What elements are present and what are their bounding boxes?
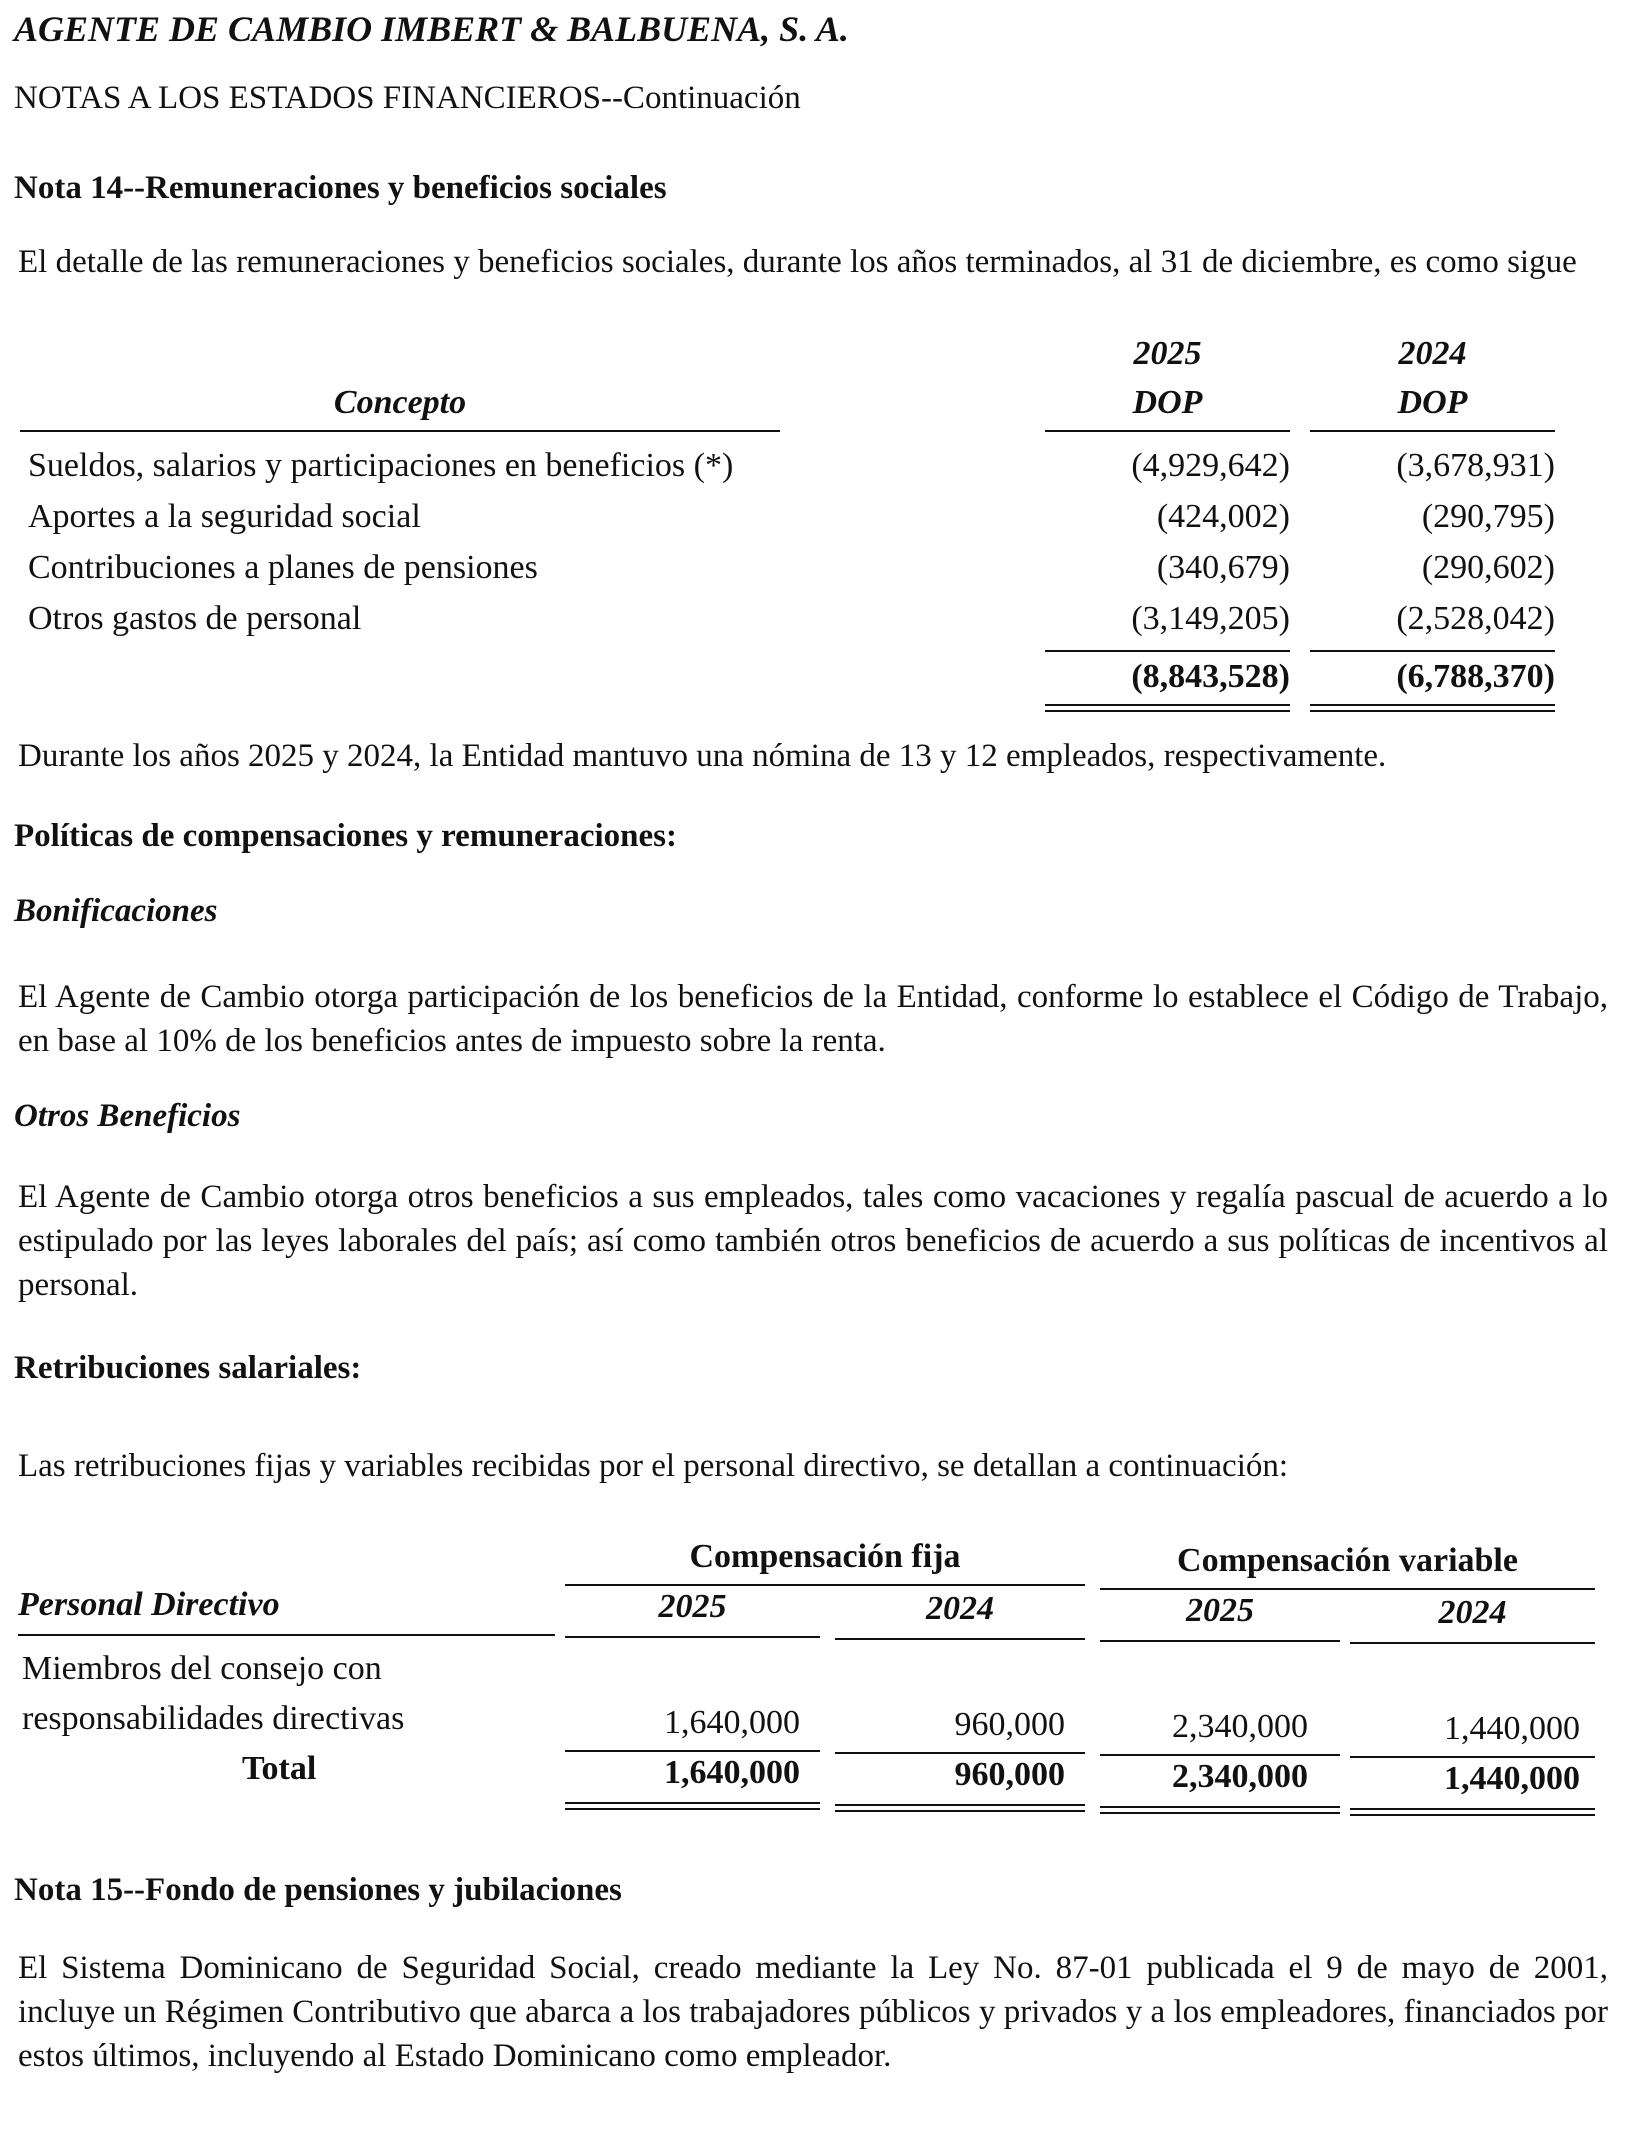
total-var-2025-double-rule <box>1100 1806 1340 1814</box>
table-row-concept: Otros gastos de personal <box>28 600 362 637</box>
total-fixed-2025-double-rule <box>565 1802 820 1810</box>
fixed-2025-header-rule <box>565 1636 820 1638</box>
fixed-2024-subtotal-rule <box>835 1752 1085 1754</box>
concept-header-rule <box>20 430 780 432</box>
fixed-2024-header-rule <box>835 1638 1085 1640</box>
total-fixed-2024: 960,000 <box>954 1756 1065 1793</box>
var-2025-header: 2025 <box>1186 1592 1254 1629</box>
employees-text: Durante los años 2025 y 2024, la Entidad mantuvo una nómina de 13 y 12 empleados, respectivamente. <box>18 738 1387 774</box>
total-fixed-2024-double-rule <box>835 1804 1085 1812</box>
fixed-comp-header: Compensación fija <box>689 1538 961 1575</box>
total-double-rule-2025 <box>1045 704 1290 712</box>
concept-header: Concepto <box>333 384 467 421</box>
total-fixed-2025: 1,640,000 <box>664 1754 800 1791</box>
fixed-2025-value: 1,640,000 <box>664 1704 800 1741</box>
col-2025-header-rule <box>1045 430 1290 432</box>
table-row-2025: (4,929,642) <box>1131 447 1290 484</box>
row-label-line1: Miembros del consejo con <box>22 1650 382 1687</box>
note14-intro: El detalle de las remuneraciones y beneficios sociales, durante los años terminados, al 31 de diciembre, es como sigue <box>18 244 1577 280</box>
personal-header-rule <box>18 1634 555 1636</box>
col-2024-header-rule <box>1310 430 1555 432</box>
total-var-2025: 2,340,000 <box>1172 1758 1308 1795</box>
table-row-2025: (424,002) <box>1156 498 1290 535</box>
total-label: Total <box>242 1750 317 1787</box>
subtotal-rule-2024 <box>1310 650 1555 652</box>
total-double-rule-2024 <box>1310 704 1555 712</box>
other-benefits-text: El Agente de Cambio otorga otros beneficios a sus empleados, tales como vacaciones y regalía pascual de acuerdo a lo estipulado por las leyes laborales del país; así como también otros beneficios de acuerdo a sus políticas de incentivos al personal. <box>18 1179 1608 1303</box>
table-row-2024: (290,795) <box>1421 498 1555 535</box>
var-2025-subtotal-rule <box>1100 1754 1340 1756</box>
var-2024-value: 1,440,000 <box>1444 1710 1580 1747</box>
subtotal-rule-2025 <box>1045 650 1290 652</box>
row-label-line2: responsabilidades directivas <box>22 1700 405 1737</box>
bonus-title: Bonificaciones <box>14 893 218 929</box>
table-row-2025: (340,679) <box>1156 549 1290 586</box>
table-row-2024: (2,528,042) <box>1396 600 1555 637</box>
table-row-concept: Aportes a la seguridad social <box>28 498 421 535</box>
fixed-2024-header: 2024 <box>926 1590 994 1627</box>
table-row-2024: (3,678,931) <box>1396 447 1555 484</box>
company-name: AGENTE DE CAMBIO IMBERT & BALBUENA, S. A. <box>14 9 849 49</box>
var-2024-subtotal-rule <box>1350 1756 1595 1758</box>
total-2024: (6,788,370) <box>1396 658 1555 695</box>
total-2025: (8,843,528) <box>1131 658 1290 695</box>
note15-title: Nota 15--Fondo de pensiones y jubilaciones <box>14 1872 622 1908</box>
col-2025-currency: DOP <box>1132 384 1203 421</box>
other-benefits-title: Otros Beneficios <box>14 1098 241 1134</box>
total-var-2024: 1,440,000 <box>1444 1760 1580 1797</box>
personal-directivo-header: Personal Directivo <box>18 1586 280 1623</box>
fixed-2024-value: 960,000 <box>954 1706 1065 1743</box>
col-2024-currency: DOP <box>1397 384 1468 421</box>
var-2024-header: 2024 <box>1438 1594 1507 1631</box>
fixed-2025-header: 2025 <box>658 1588 727 1625</box>
var-2025-header-rule <box>1100 1640 1340 1642</box>
policies-title: Políticas de compensaciones y remuneraciones: <box>14 818 677 854</box>
bonus-text: El Agente de Cambio otorga participación de los beneficios de la Entidad, conforme lo establece el Código de Trabajo, en base al 10% de los beneficios antes de impuesto sobre la renta. <box>18 979 1608 1059</box>
salaries-title: Retribuciones salariales: <box>14 1350 362 1386</box>
salaries-intro: Las retribuciones fijas y variables recibidas por el personal directivo, se detallan a continuación: <box>18 1448 1289 1484</box>
col-2025-year: 2025 <box>1133 335 1202 372</box>
var-2024-header-rule <box>1350 1642 1595 1644</box>
note14-title: Nota 14--Remuneraciones y beneficios sociales <box>14 170 667 206</box>
var-2025-value: 2,340,000 <box>1172 1708 1308 1745</box>
table-row-concept: Sueldos, salarios y participaciones en beneficios (*) <box>28 447 734 484</box>
document-subtitle: NOTAS A LOS ESTADOS FINANCIEROS--Continuación <box>14 80 801 116</box>
fixed-comp-rule <box>565 1584 1085 1586</box>
fixed-2025-subtotal-rule <box>565 1750 820 1752</box>
total-var-2024-double-rule <box>1350 1808 1595 1816</box>
table-row-2024: (290,602) <box>1421 549 1555 586</box>
col-2024-year: 2024 <box>1398 335 1467 372</box>
note15-text: El Sistema Dominicano de Seguridad Social, creado mediante la Ley No. 87-01 publicada el 9 de mayo de 2001, incluye un Régimen Contributivo que abarca a los trabajadores públicos y privados y a los empleadores, financiados por estos últimos, incluyendo al Estado Dominicano como empleador. <box>18 1950 1608 2074</box>
table-row-2025: (3,149,205) <box>1131 600 1290 637</box>
variable-comp-rule <box>1100 1588 1595 1590</box>
variable-comp-header: Compensación variable <box>1177 1542 1518 1579</box>
table-row-concept: Contribuciones a planes de pensiones <box>28 549 538 586</box>
